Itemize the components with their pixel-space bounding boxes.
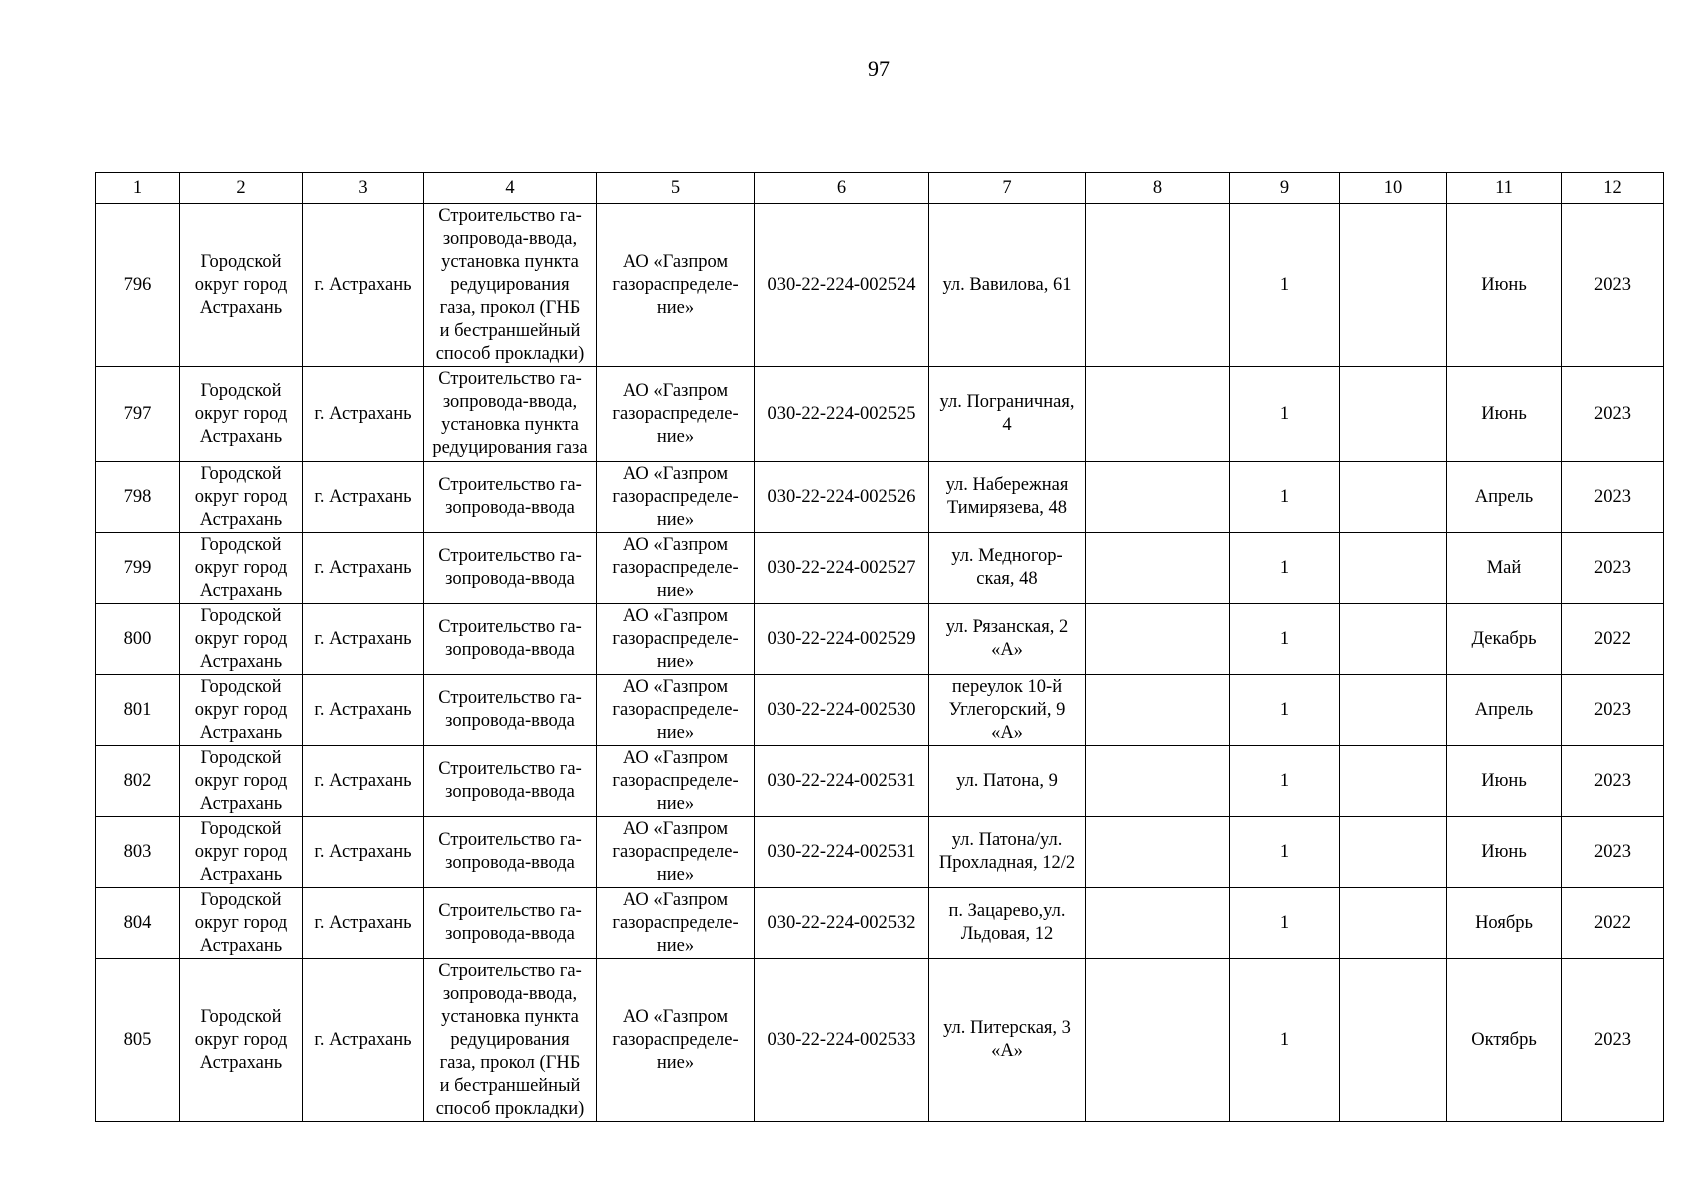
table-cell-col-8	[1086, 746, 1230, 817]
table-row	[96, 817, 1664, 888]
table-cell-col-12	[1562, 367, 1664, 462]
cell-text: г. Астрахань	[314, 486, 412, 507]
table-cell-col-10	[1340, 604, 1447, 675]
table-cell-col-8	[1086, 604, 1230, 675]
cell-text: АО «Газпром газораспределе- ние»	[612, 889, 739, 956]
column-header-8: 8	[1086, 173, 1230, 204]
table-cell-col-2	[180, 367, 303, 462]
column-header-2: 2	[180, 173, 303, 204]
table-cell-col-5	[597, 675, 755, 746]
cell-text: 2023	[1594, 841, 1631, 862]
cell-text: 2023	[1594, 699, 1631, 720]
cell-text: Строительство га- зопровода-ввода	[438, 546, 582, 589]
table-cell-col-11	[1447, 604, 1562, 675]
cell-text: 030-22-224-002530	[767, 699, 916, 720]
table-cell-col-7	[929, 746, 1086, 817]
table-cell-col-10	[1340, 675, 1447, 746]
table-cell-col-7	[929, 367, 1086, 462]
table-cell-col-9	[1230, 959, 1340, 1122]
table-cell-col-4	[424, 533, 597, 604]
table-cell-col-5	[597, 746, 755, 817]
cell-text: 804	[123, 912, 152, 933]
table-row	[96, 462, 1664, 533]
table-cell-col-9	[1230, 462, 1340, 533]
cell-text: 030-22-224-002531	[767, 770, 916, 791]
cell-text: Строительство га- зопровода-ввода	[438, 901, 582, 944]
table-cell-col-6	[755, 675, 929, 746]
table-cell-col-4	[424, 959, 597, 1122]
cell-text: 800	[123, 628, 152, 649]
cell-text: АО «Газпром газораспределе- ние»	[612, 463, 739, 530]
table-cell-col-7	[929, 675, 1086, 746]
cell-text: Июнь	[1481, 274, 1527, 295]
cell-text: 798	[123, 486, 152, 507]
table-cell-col-3	[303, 817, 424, 888]
table-cell-col-11	[1447, 817, 1562, 888]
table-row	[96, 888, 1664, 959]
table-cell-col-9	[1230, 675, 1340, 746]
cell-text: АО «Газпром газораспределе- ние»	[612, 1006, 739, 1073]
cell-text: Апрель	[1474, 699, 1534, 720]
table-cell-col-4	[424, 888, 597, 959]
table-cell-col-1	[96, 817, 180, 888]
table-cell-col-7	[929, 604, 1086, 675]
column-header-11: 11	[1447, 173, 1562, 204]
cell-text: 796	[123, 274, 152, 295]
table-cell-col-8	[1086, 462, 1230, 533]
table-cell-col-10	[1340, 746, 1447, 817]
cell-text: Строительство га- зопровода-ввода	[438, 759, 582, 802]
table-cell-col-2	[180, 888, 303, 959]
table-cell-col-11	[1447, 675, 1562, 746]
table-row	[96, 746, 1664, 817]
table-cell-col-3	[303, 675, 424, 746]
table-cell-col-9	[1230, 817, 1340, 888]
table-cell-col-2	[180, 959, 303, 1122]
cell-text: Декабрь	[1471, 628, 1537, 649]
table-cell-col-2	[180, 604, 303, 675]
table-cell-col-2	[180, 817, 303, 888]
table-cell-col-6	[755, 462, 929, 533]
cell-text: 1	[1279, 557, 1290, 578]
table-cell-col-7	[929, 959, 1086, 1122]
table-row	[96, 675, 1664, 746]
cell-text: 030-22-224-002533	[767, 1029, 916, 1050]
table-cell-col-6	[755, 367, 929, 462]
table-cell-col-10	[1340, 204, 1447, 367]
cell-text: Строительство га- зопровода-ввода	[438, 617, 582, 660]
cell-text: 2023	[1594, 403, 1631, 424]
cell-text: 797	[123, 403, 152, 424]
table-cell-col-1	[96, 367, 180, 462]
table-cell-col-2	[180, 462, 303, 533]
table-cell-col-1	[96, 204, 180, 367]
cell-text: Строительство га- зопровода-ввода, установка пункта редуцирования газа, прокол (ГНБ и бестраншейный способ прокладки)	[435, 205, 585, 364]
cell-text: ул. Медногор- ская, 48	[951, 546, 1063, 589]
table-cell-col-11	[1447, 367, 1562, 462]
table-cell-col-8	[1086, 675, 1230, 746]
table-cell-col-2	[180, 675, 303, 746]
cell-text: г. Астрахань	[314, 628, 412, 649]
table-cell-col-1	[96, 888, 180, 959]
table-cell-col-11	[1447, 888, 1562, 959]
table-cell-col-11	[1447, 959, 1562, 1122]
cell-text: АО «Газпром газораспределе- ние»	[612, 605, 739, 672]
cell-text: Строительство га- зопровода-ввода, установка пункта редуцирования газа, прокол (ГНБ и бестраншейный способ прокладки)	[435, 960, 585, 1119]
cell-text: Городской округ город Астрахань	[194, 251, 288, 318]
cell-text: 030-22-224-002526	[767, 486, 916, 507]
cell-text: г. Астрахань	[314, 274, 412, 295]
table-row	[96, 604, 1664, 675]
table-cell-col-9	[1230, 533, 1340, 604]
table-cell-col-1	[96, 675, 180, 746]
table-cell-col-3	[303, 533, 424, 604]
table-cell-col-8	[1086, 959, 1230, 1122]
table-cell-col-2	[180, 533, 303, 604]
cell-text: АО «Газпром газораспределе- ние»	[612, 251, 739, 318]
cell-text: 2023	[1594, 557, 1631, 578]
table-cell-col-4	[424, 817, 597, 888]
table-cell-col-12	[1562, 675, 1664, 746]
cell-text: 801	[123, 699, 152, 720]
table-cell-col-8	[1086, 367, 1230, 462]
table-cell-col-4	[424, 367, 597, 462]
column-header-6: 6	[755, 173, 929, 204]
table-cell-col-3	[303, 746, 424, 817]
column-header-10: 10	[1340, 173, 1447, 204]
cell-text: 803	[123, 841, 152, 862]
table-cell-col-4	[424, 462, 597, 533]
table-cell-col-11	[1447, 204, 1562, 367]
table-cell-col-3	[303, 888, 424, 959]
table-cell-col-6	[755, 204, 929, 367]
table-cell-col-10	[1340, 367, 1447, 462]
cell-text: Строительство га- зопровода-ввода	[438, 475, 582, 518]
table-cell-col-12	[1562, 462, 1664, 533]
cell-text: 2022	[1594, 628, 1631, 649]
cell-text: Городской округ город Астрахань	[194, 747, 288, 814]
cell-text: Строительство га- зопровода-ввода	[438, 830, 582, 873]
table-cell-col-12	[1562, 204, 1664, 367]
table-cell-col-6	[755, 533, 929, 604]
table-cell-col-4	[424, 204, 597, 367]
table-cell-col-5	[597, 817, 755, 888]
table-cell-col-2	[180, 204, 303, 367]
cell-text: АО «Газпром газораспределе- ние»	[612, 676, 739, 743]
cell-text: г. Астрахань	[314, 403, 412, 424]
column-header-12: 12	[1562, 173, 1664, 204]
cell-text: 030-22-224-002531	[767, 841, 916, 862]
cell-text: Июнь	[1481, 841, 1527, 862]
table-cell-col-3	[303, 959, 424, 1122]
table-cell-col-3	[303, 604, 424, 675]
cell-text: 799	[123, 557, 152, 578]
table-cell-col-5	[597, 462, 755, 533]
cell-text: 2023	[1594, 274, 1631, 295]
table-cell-col-4	[424, 604, 597, 675]
cell-text: 1	[1279, 912, 1290, 933]
table-row	[96, 533, 1664, 604]
header-row	[96, 173, 1664, 204]
cell-text: 1	[1279, 841, 1290, 862]
table-cell-col-11	[1447, 746, 1562, 817]
table-cell-col-9	[1230, 204, 1340, 367]
cell-text: 030-22-224-002525	[767, 403, 916, 424]
table-cell-col-6	[755, 817, 929, 888]
cell-text: Ноябрь	[1475, 912, 1533, 933]
table-cell-col-3	[303, 367, 424, 462]
cell-text: АО «Газпром газораспределе- ние»	[612, 747, 739, 814]
table-cell-col-8	[1086, 888, 1230, 959]
table-cell-col-6	[755, 604, 929, 675]
table-cell-col-7	[929, 817, 1086, 888]
cell-text: Городской округ город Астрахань	[194, 1006, 288, 1073]
column-header-5: 5	[597, 173, 755, 204]
table-cell-col-5	[597, 959, 755, 1122]
column-header-1: 1	[96, 173, 180, 204]
cell-text: 1	[1279, 699, 1290, 720]
table-cell-col-6	[755, 888, 929, 959]
table-cell-col-9	[1230, 604, 1340, 675]
table-cell-col-7	[929, 204, 1086, 367]
cell-text: Городской округ город Астрахань	[194, 534, 288, 601]
table-row	[96, 959, 1664, 1122]
table-cell-col-6	[755, 959, 929, 1122]
table-cell-col-9	[1230, 888, 1340, 959]
cell-text: ул. Вавилова, 61	[942, 274, 1072, 295]
cell-text: 1	[1279, 628, 1290, 649]
cell-text: 1	[1279, 403, 1290, 424]
table-cell-col-7	[929, 888, 1086, 959]
cell-text: 1	[1279, 486, 1290, 507]
cell-text: Строительство га- зопровода-ввода, установка пункта редуцирования газа	[432, 369, 588, 458]
cell-text: Октябрь	[1471, 1029, 1537, 1050]
cell-text: 2023	[1594, 770, 1631, 791]
table-cell-col-7	[929, 533, 1086, 604]
cell-text: Городской округ город Астрахань	[194, 605, 288, 672]
table-cell-col-9	[1230, 367, 1340, 462]
table-cell-col-1	[96, 462, 180, 533]
cell-text: 030-22-224-002527	[767, 557, 916, 578]
table-cell-col-4	[424, 746, 597, 817]
cell-text: ул. Пограничная, 4	[939, 392, 1075, 435]
table-cell-col-7	[929, 462, 1086, 533]
cell-text: ул. Патона/ул. Прохладная, 12/2	[938, 830, 1076, 873]
cell-text: АО «Газпром газораспределе- ние»	[612, 818, 739, 885]
cell-text: ул. Питерская, 3 «А»	[943, 1018, 1071, 1061]
table-cell-col-6	[755, 746, 929, 817]
table-cell-col-1	[96, 533, 180, 604]
table-cell-col-8	[1086, 817, 1230, 888]
cell-text: Городской округ город Астрахань	[194, 676, 288, 743]
table-cell-col-5	[597, 204, 755, 367]
table-cell-col-10	[1340, 817, 1447, 888]
column-header-4: 4	[424, 173, 597, 204]
table-cell-col-10	[1340, 888, 1447, 959]
table-cell-col-12	[1562, 746, 1664, 817]
cell-text: Строительство га- зопровода-ввода	[438, 688, 582, 731]
table-cell-col-12	[1562, 533, 1664, 604]
table-header	[96, 173, 1664, 204]
cell-text: Городской округ город Астрахань	[194, 889, 288, 956]
cell-text: п. Зацарево,ул. Льдовая, 12	[948, 901, 1066, 944]
table-cell-col-1	[96, 959, 180, 1122]
table-cell-col-11	[1447, 533, 1562, 604]
table-cell-col-10	[1340, 959, 1447, 1122]
table-cell-col-3	[303, 204, 424, 367]
cell-text: 030-22-224-002529	[767, 628, 916, 649]
cell-text: переулок 10-й Углегорский, 9 «А»	[948, 676, 1066, 743]
cell-text: ул. Набережная Тимирязева, 48	[945, 475, 1069, 518]
cell-text: Городской округ город Астрахань	[194, 818, 288, 885]
table-cell-col-5	[597, 533, 755, 604]
cell-text: ул. Рязанская, 2 «А»	[945, 617, 1069, 660]
table-cell-col-9	[1230, 746, 1340, 817]
column-header-9: 9	[1230, 173, 1340, 204]
cell-text: 1	[1279, 770, 1290, 791]
column-header-7: 7	[929, 173, 1086, 204]
cell-text: 2023	[1594, 1029, 1631, 1050]
table-cell-col-5	[597, 367, 755, 462]
cell-text: г. Астрахань	[314, 770, 412, 791]
cell-text: Июнь	[1481, 770, 1527, 791]
table-cell-col-1	[96, 604, 180, 675]
table-cell-col-2	[180, 746, 303, 817]
table-cell-col-11	[1447, 462, 1562, 533]
cell-text: ул. Патона, 9	[956, 770, 1058, 791]
table-body	[96, 204, 1664, 1122]
cell-text: Городской округ город Астрахань	[194, 463, 288, 530]
cell-text: 1	[1279, 1029, 1290, 1050]
cell-text: АО «Газпром газораспределе- ние»	[612, 380, 739, 447]
table-cell-col-8	[1086, 533, 1230, 604]
table-cell-col-12	[1562, 817, 1664, 888]
table-row	[96, 367, 1664, 462]
table-cell-col-10	[1340, 462, 1447, 533]
cell-text: г. Астрахань	[314, 912, 412, 933]
table-cell-col-5	[597, 888, 755, 959]
cell-text: Городской округ город Астрахань	[194, 380, 288, 447]
cell-text: 030-22-224-002524	[767, 274, 916, 295]
cell-text: 030-22-224-002532	[767, 912, 916, 933]
data-table	[95, 172, 1664, 1122]
table-cell-col-3	[303, 462, 424, 533]
table-cell-col-10	[1340, 533, 1447, 604]
cell-text: г. Астрахань	[314, 841, 412, 862]
table-cell-col-5	[597, 604, 755, 675]
cell-text: Май	[1486, 557, 1522, 578]
table-cell-col-12	[1562, 888, 1664, 959]
column-header-3: 3	[303, 173, 424, 204]
cell-text: г. Астрахань	[314, 1029, 412, 1050]
table-cell-col-12	[1562, 959, 1664, 1122]
table-row	[96, 204, 1664, 367]
cell-text: Апрель	[1474, 486, 1534, 507]
table-cell-col-12	[1562, 604, 1664, 675]
cell-text: 802	[123, 770, 152, 791]
cell-text: 2022	[1594, 912, 1631, 933]
page-number: 97	[868, 56, 890, 81]
cell-text: 2023	[1594, 486, 1631, 507]
cell-text: АО «Газпром газораспределе- ние»	[612, 534, 739, 601]
table-cell-col-1	[96, 746, 180, 817]
table-cell-col-8	[1086, 204, 1230, 367]
table-cell-col-4	[424, 675, 597, 746]
cell-text: Июнь	[1481, 403, 1527, 424]
cell-text: г. Астрахань	[314, 699, 412, 720]
cell-text: 805	[123, 1029, 152, 1050]
cell-text: г. Астрахань	[314, 557, 412, 578]
cell-text: 1	[1279, 274, 1290, 295]
